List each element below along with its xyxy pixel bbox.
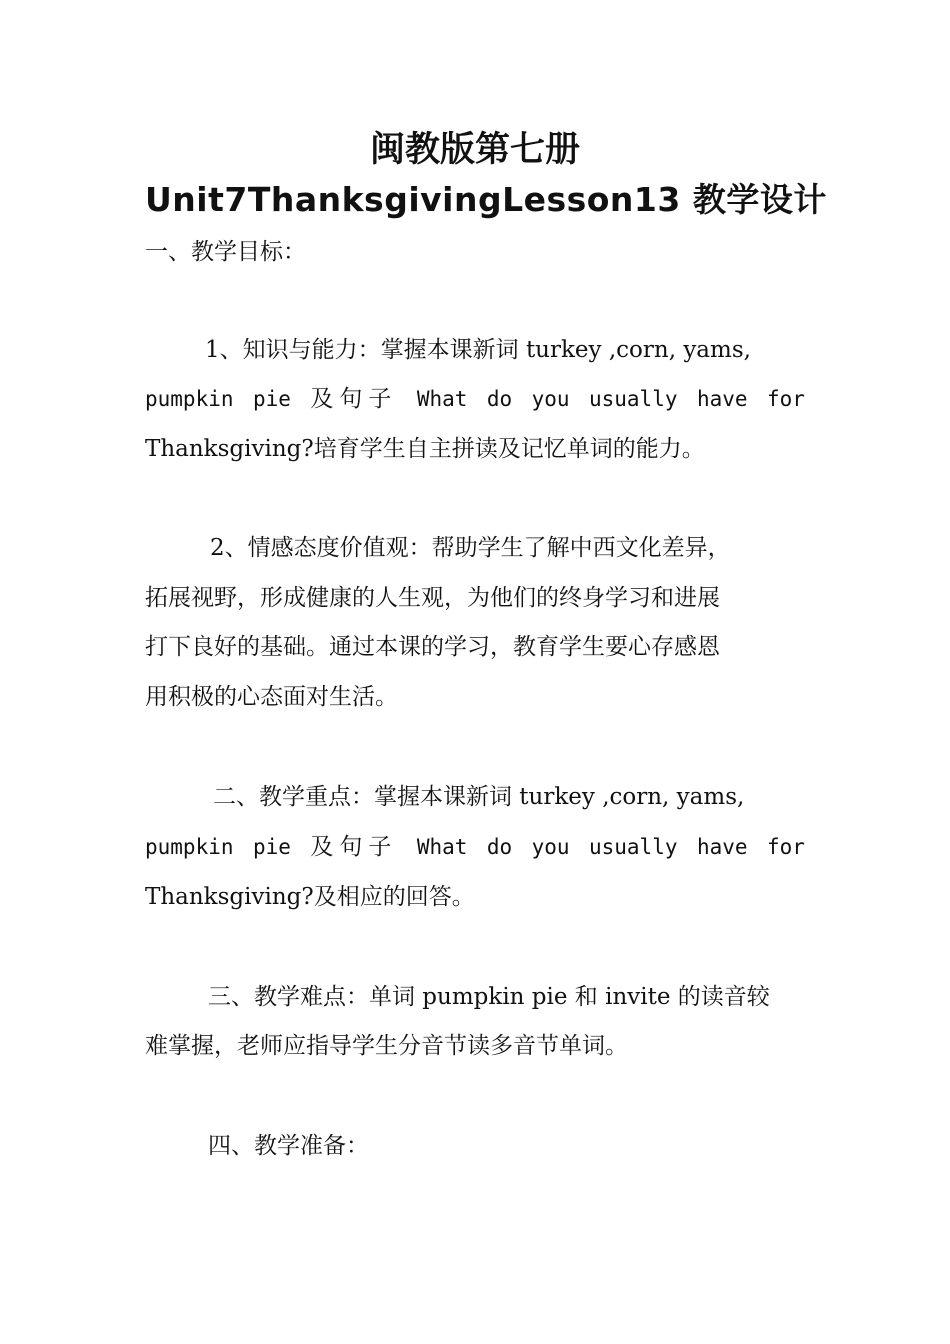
word: have bbox=[696, 387, 748, 411]
word: pie bbox=[252, 387, 291, 411]
section-3-line-1: 三、教学难点：单词 pumpkin pie 和 invite 的读音较 bbox=[208, 984, 770, 1010]
word: you bbox=[531, 387, 570, 411]
word: 及句子 bbox=[310, 834, 398, 860]
goal-2-line-4: 用积极的心态面对生活。 bbox=[145, 684, 398, 710]
goal-2-line-3: 打下良好的基础。通过本课的学习，教育学生要心存感恩 bbox=[145, 634, 720, 660]
goal-2-line-1: 2、情感态度价值观：帮助学生了解中西文化差异， bbox=[210, 535, 731, 561]
word: have bbox=[696, 835, 748, 859]
word: for bbox=[766, 387, 805, 411]
goal-1-line-3: Thanksgiving?培育学生自主拼读及记忆单词的能力。 bbox=[145, 436, 705, 462]
section-2-line-1: 二、教学重点：掌握本课新词 turkey ,corn, yams, bbox=[213, 784, 745, 810]
goal-2-line-2: 拓展视野，形成健康的人生观，为他们的终身学习和进展 bbox=[145, 585, 720, 611]
word: pumpkin bbox=[145, 835, 234, 859]
word: you bbox=[531, 835, 570, 859]
word: do bbox=[486, 835, 513, 859]
word: for bbox=[766, 835, 805, 859]
goal-1-line-1: 1、知识与能力：掌握本课新词 turkey ,corn, yams, bbox=[205, 337, 751, 363]
document-title-line-2: Unit7ThanksgivingLesson13 教学设计 bbox=[145, 180, 827, 219]
word: usually bbox=[588, 835, 678, 859]
word: What bbox=[416, 835, 468, 859]
goal-1-line-2 bbox=[145, 382, 805, 416]
section-2-line-2 bbox=[145, 830, 805, 864]
word: 及句子 bbox=[310, 386, 398, 412]
word: pie bbox=[252, 835, 291, 859]
section-4-heading: 四、教学准备： bbox=[208, 1133, 369, 1159]
word: What bbox=[416, 387, 468, 411]
section-2-line-3: Thanksgiving?及相应的回答。 bbox=[145, 884, 475, 910]
word: do bbox=[486, 387, 513, 411]
section-3-line-2: 难掌握，老师应指导学生分音节读多音节单词。 bbox=[145, 1033, 628, 1059]
word: pumpkin bbox=[145, 387, 234, 411]
document-title-line-1: 闽教版第七册 bbox=[369, 130, 580, 170]
word: usually bbox=[588, 387, 678, 411]
section-1-heading: 一、教学目标： bbox=[145, 239, 306, 265]
